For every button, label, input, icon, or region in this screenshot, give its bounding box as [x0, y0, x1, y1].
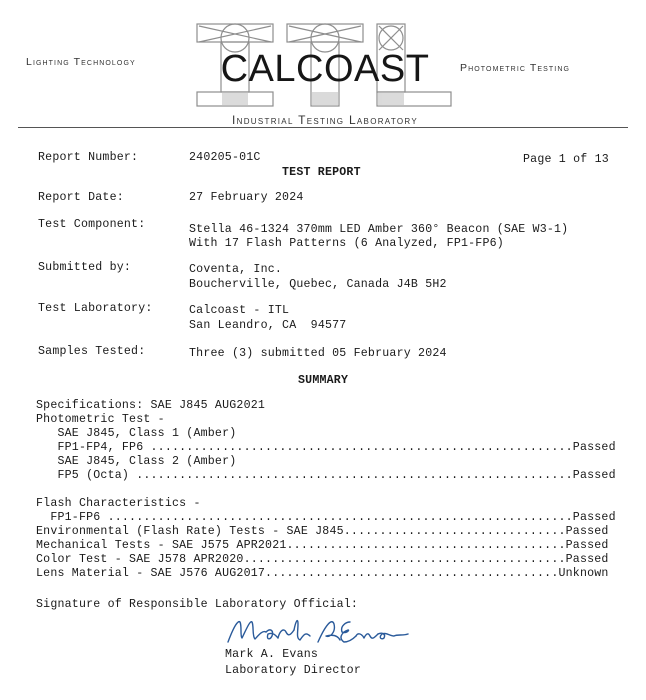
test-lab-line1: Calcoast - ITL: [189, 304, 290, 317]
summary-line: SAE J845, Class 2 (Amber): [36, 455, 237, 468]
header-left-caption: Lighting Technology: [26, 56, 136, 68]
summary-line: FP1-FP6 .................................................................Passed: [36, 511, 616, 524]
summary-line: Lens Material - SAE J576 AUG2017.........................................Unknown: [36, 567, 609, 580]
test-lab-line2: San Leandro, CA 94577: [189, 319, 347, 332]
test-component-label: Test Component:: [38, 218, 146, 231]
header-rule: [18, 127, 628, 128]
signatory-title: Laboratory Director: [225, 664, 361, 677]
brand-name: CALCOAST: [220, 48, 430, 90]
summary-line: Photometric Test -: [36, 413, 165, 426]
report-date-label: Report Date:: [38, 191, 124, 204]
report-title: TEST REPORT: [282, 166, 361, 179]
submitted-by-label: Submitted by:: [38, 261, 132, 274]
summary-line: SAE J845, Class 1 (Amber): [36, 427, 237, 440]
summary-line: FP5 (Octa) .............................................................Passed: [36, 469, 616, 482]
submitted-by-line2: Boucherville, Quebec, Canada J4B 5H2: [189, 278, 447, 291]
page-indicator: Page 1 of 13: [523, 153, 609, 166]
handwritten-signature: [222, 612, 418, 652]
summary-line: Specifications: SAE J845 AUG2021: [36, 399, 266, 412]
summary-line: Flash Characteristics -: [36, 497, 201, 510]
test-component-line1: Stella 46-1324 370mm LED Amber 360° Beacon (SAE W3-1): [189, 223, 569, 236]
signatory-name: Mark A. Evans: [225, 648, 319, 661]
summary-line: [36, 483, 616, 497]
summary-line: Color Test - SAE J578 APR2020.............................................Passed: [36, 553, 609, 566]
samples-label: Samples Tested:: [38, 345, 146, 358]
header-subtitle: Industrial Testing Laboratory: [160, 113, 490, 127]
summary-heading: SUMMARY: [298, 374, 349, 387]
report-number: 240205-01C: [189, 151, 261, 164]
report-number-label: Report Number:: [38, 151, 139, 164]
report-date: 27 February 2024: [189, 191, 304, 204]
summary-list: [36, 399, 616, 581]
signature-label: Signature of Responsible Laboratory Official:: [36, 598, 359, 611]
samples-tested: Three (3) submitted 05 February 2024: [189, 347, 447, 360]
summary-line: Mechanical Tests - SAE J575 APR2021.......................................Passed: [36, 539, 609, 552]
test-lab-label: Test Laboratory:: [38, 302, 153, 315]
summary-line: Environmental (Flash Rate) Tests - SAE J845...............................Passed: [36, 525, 609, 538]
header-right-caption: Photometric Testing: [460, 62, 571, 74]
test-component-line2: With 17 Flash Patterns (6 Analyzed, FP1-FP6): [189, 237, 504, 250]
submitted-by-line1: Coventa, Inc.: [189, 263, 283, 276]
summary-line: FP1-FP4, FP6 ...........................................................Passed: [36, 441, 616, 454]
